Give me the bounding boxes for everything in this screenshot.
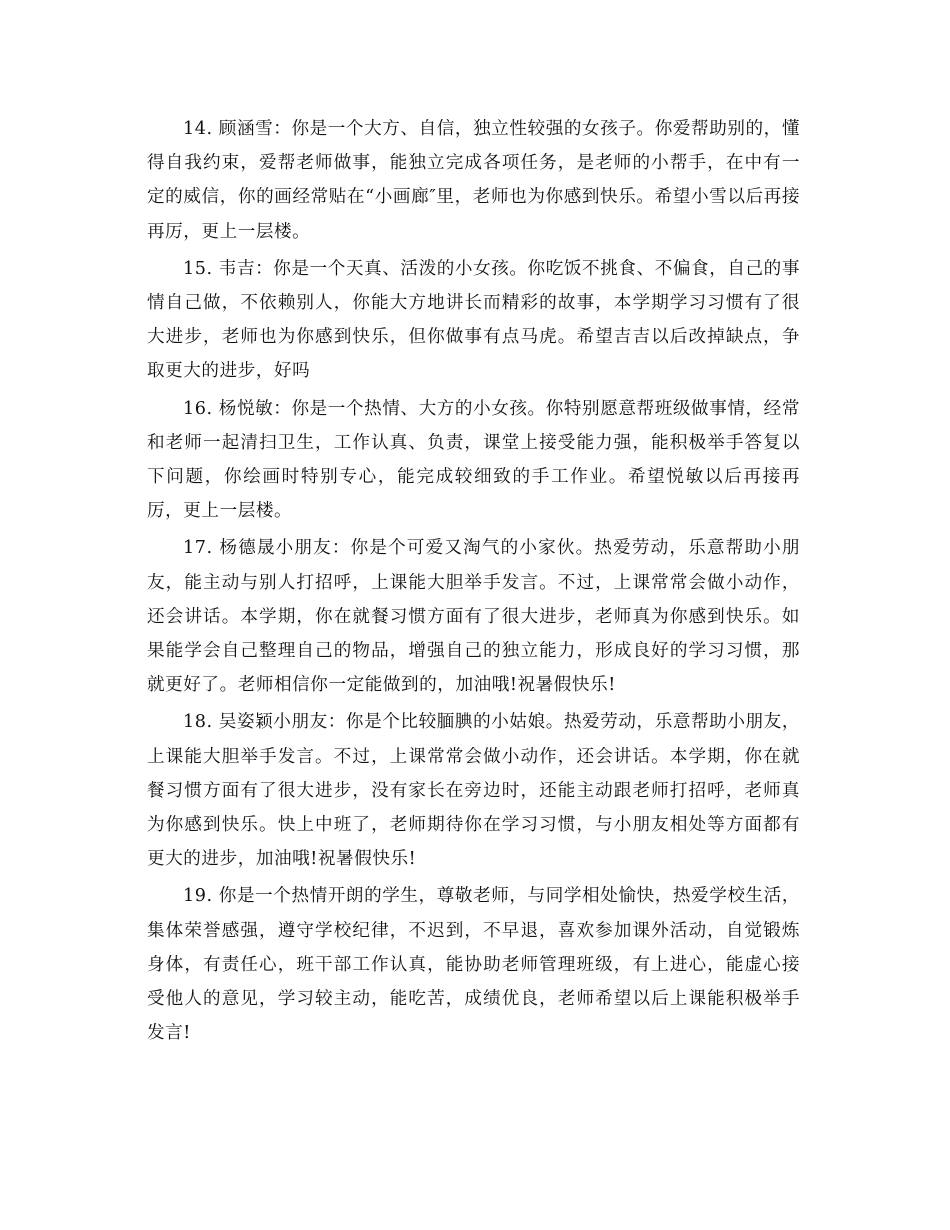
comment-paragraph-17: 17. 杨德晟小朋友：你是个可爱又淘气的小家伙。热爱劳动，乐意帮助小朋友，能主动与别人打招呼，上课能大胆举手发言。不过，上课常常会做小动作，还会讲话。本学期，你在就餐习惯方面有了很大进步，老师真为你感到快乐。如果能学会自己整理自己的物品，增强自己的独立能力，形成良好的学习习惯，那就更好了。老师相信你一定能做到的，加油哦!祝暑假快乐! (147, 538, 800, 696)
comment-paragraph-14: 14. 顾涵雪：你是一个大方、自信，独立性较强的女孩子。你爱帮助别的，懂得自我约束，爱帮老师做事，能独立完成各项任务，是老师的小帮手，在中有一定的威信，你的画经常贴在“小画廊″里，老师也为你感到快乐。希望小雪以后再接再厉，更上一层楼。 (147, 119, 800, 242)
comment-paragraph-15: 15. 韦吉：你是一个天真、活泼的小女孩。你吃饭不挑食、不偏食，自己的事情自己做，不依赖别人，你能大方地讲长而精彩的故事，本学期学习习惯有了很大进步，老师也为你感到快乐，但你做事有点马虎。希望吉吉以后改掉缺点，争取更大的进步，好吗 (147, 258, 800, 382)
comment-paragraph-19: 19. 你是一个热情开朗的学生，尊敬老师，与同学相处愉快，热爱学校生活，集体荣誉感强，遵守学校纪律，不迟到，不早退，喜欢参加课外活动，自觉锻炼身体，有责任心，班干部工作认真，能协助老师管理班级，有上进心，能虚心接受他人的意见，学习较主动，能吃苦，成绩优良，老师希望以后上课能积极举手发言! (147, 886, 800, 1044)
document-page (147, 112, 800, 1053)
comment-paragraph-16: 16. 杨悦敏：你是一个热情、大方的小女孩。你特别愿意帮班级做事情，经常和老师一起清扫卫生，工作认真、负责，课堂上接受能力强，能积极举手答复以下问题，你绘画时特别专心，能完成较细致的手工作业。希望悦敏以后再接再厉，更上一层楼。 (147, 398, 800, 522)
comment-paragraph-18: 18. 吴姿颖小朋友：你是个比较腼腆的小姑娘。热爱劳动，乐意帮助小朋友，上课能大胆举手发言。不过，上课常常会做小动作，还会讲话。本学期，你在就餐习惯方面有了很大进步，没有家长在旁边时，还能主动跟老师打招呼，老师真为你感到快乐。快上中班了，老师期待你在学习习惯，与小朋友相处等方面都有更大的进步，加油哦!祝暑假快乐! (147, 712, 800, 870)
